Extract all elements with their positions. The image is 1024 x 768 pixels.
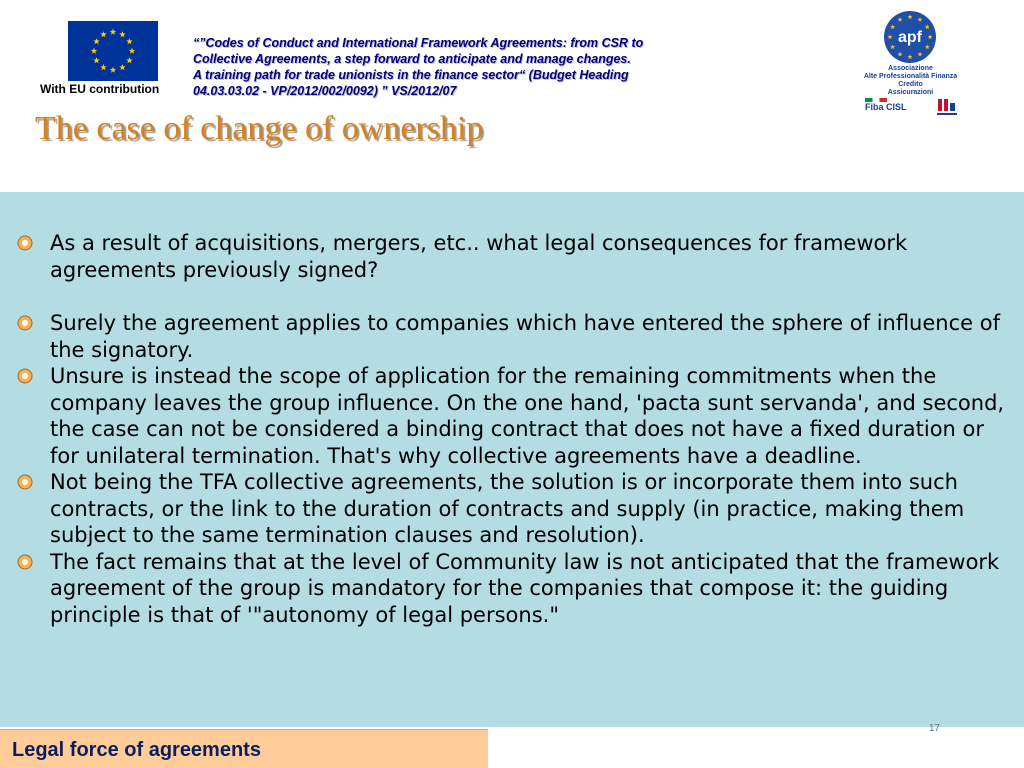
orange-disc-bullet-icon	[17, 315, 33, 331]
list-item	[0, 310, 1024, 363]
bullet-text: Surely the agreement applies to companies which have entered the sphere of influence of the signatory.	[50, 311, 1000, 362]
list-item	[0, 363, 1024, 469]
fiba-cisl-label: Fiba CISL	[865, 102, 907, 112]
orange-disc-bullet-icon	[17, 474, 33, 490]
list-item	[0, 469, 1024, 549]
orange-disc-bullet-icon	[17, 235, 33, 251]
list-item	[0, 549, 1024, 629]
bullet-text: Unsure is instead the scope of application for the remaining commitments when the company leaves the group influence. On the one hand, 'pacta sunt servanda', and second, the case can not be considered a binding contract that does not have a fixed duration or for unilateral termination. That's why collective agreements have a deadline.	[50, 364, 1005, 468]
project-title-line: Collective Agreements, a step forward to anticipate and manage changes.	[193, 52, 631, 66]
star-icon	[110, 29, 116, 35]
star-icon	[110, 67, 116, 73]
orange-disc-bullet-icon	[17, 368, 33, 384]
slide-title: The case of change of ownership	[35, 110, 484, 147]
footer-section-tab	[0, 729, 488, 768]
bullet-text: Not being the TFA collective agreements, the solution is or incorporate them into such contracts, or the link to the duration of contracts and supply (in practice, making them subject to the same termination clauses and resolution).	[50, 470, 965, 547]
bullet-text: As a result of acquisitions, mergers, etc.. what legal consequences for framework agreements previously signed?	[50, 231, 908, 282]
star-icon	[93, 57, 99, 63]
uni-europa-logo-icon	[937, 98, 957, 116]
star-icon	[119, 64, 125, 70]
page-number: 17	[928, 723, 940, 734]
star-icon	[126, 38, 132, 44]
partner-logos	[865, 98, 960, 118]
project-title	[193, 35, 793, 99]
star-icon	[93, 38, 99, 44]
eu-flag-icon	[68, 21, 158, 81]
star-icon	[126, 57, 132, 63]
eu-contribution-caption: With EU contribution	[40, 82, 160, 96]
star-icon	[91, 48, 97, 54]
apf-text-line: Alte Professionalità Finanza	[863, 73, 958, 80]
apf-mark: apf	[898, 29, 922, 46]
star-icon	[119, 31, 125, 37]
apf-text-line: Assicurazioni	[887, 89, 934, 96]
star-icon	[129, 48, 135, 54]
list-item	[0, 230, 1024, 283]
orange-disc-bullet-icon	[17, 554, 33, 570]
project-title-line: 04.03.03.02 - VP/2012/002/0092) ” VS/2012/07	[193, 84, 457, 98]
project-title-line: “”Codes of Conduct and International Framework Agreements: from CSR to	[193, 36, 644, 50]
fiba-cisl-logo	[865, 98, 907, 112]
bullet-list	[0, 230, 1024, 628]
apf-text-line: Credito	[898, 81, 923, 88]
apf-association-text	[853, 65, 968, 97]
star-icon	[100, 64, 106, 70]
star-icon	[100, 31, 106, 37]
content-area	[0, 192, 1024, 727]
apf-text-line: Associazione	[888, 65, 933, 72]
footer-section-label: Legal force of agreements	[12, 739, 261, 761]
apf-logo-icon	[883, 10, 937, 64]
apf-logo	[853, 10, 968, 120]
bullet-text: The fact remains that at the level of Community law is not anticipated that the framework agreement of the group is mandatory for the companies that compose it: the guiding principle is that of '"autonomy of legal persons."	[50, 549, 1000, 627]
project-title-line: A training path for trade unionists in the finance sector“ (Budget Heading	[193, 68, 629, 82]
